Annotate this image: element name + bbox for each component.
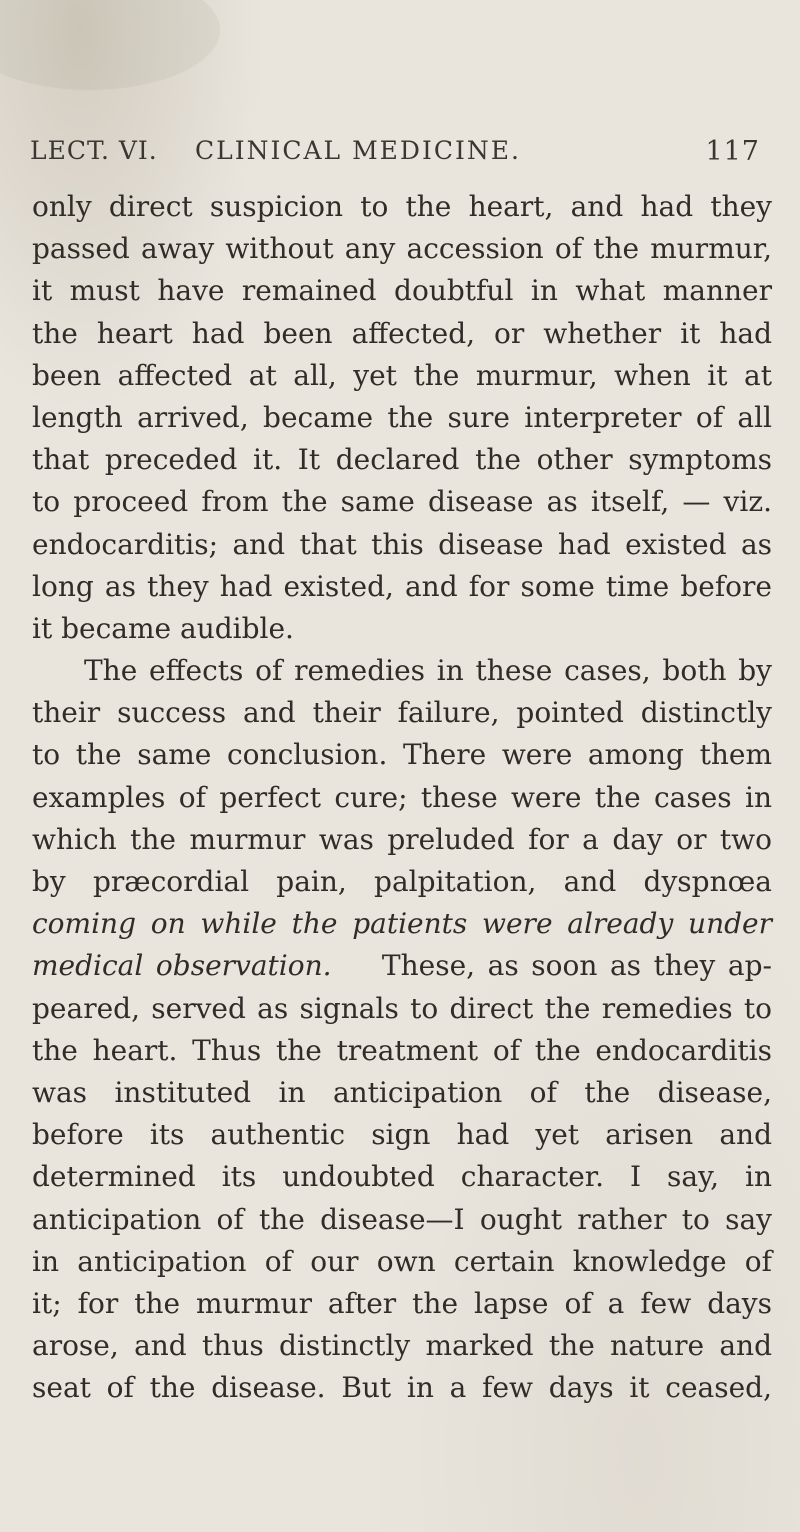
text-line: it; for the murmur after the lapse of a few days xyxy=(32,1286,772,1320)
text-line: been affected at all, yet the murmur, when it at xyxy=(32,358,772,392)
mixed-text-line xyxy=(32,945,772,987)
text-line: only direct suspicion to the heart, and had they xyxy=(32,190,772,223)
text-line: to proceed from the same disease as itself, — viz. xyxy=(32,485,772,519)
text-line: was instituted in anticipation of the disease, xyxy=(32,1075,772,1109)
text-line: it became audible. xyxy=(32,611,294,645)
text-line: by præcordial pain, palpitation, and dyspnœa xyxy=(32,865,772,898)
text-line: which the murmur was preluded for a day or two xyxy=(32,822,772,856)
body-text xyxy=(32,186,772,1409)
text-line: peared, served as signals to direct the remedies to xyxy=(32,991,772,1025)
text-line: their success and their failure, pointed distinctly xyxy=(32,696,772,730)
text-line: before its authentic sign had yet arisen and xyxy=(32,1118,772,1152)
text-line: the heart had been affected, or whether it had xyxy=(32,316,772,350)
text-line: in anticipation of our own certain knowledge of xyxy=(32,1244,772,1278)
lecture-number: LECT. VI. xyxy=(30,136,158,165)
italic-text-line: coming on while the patients were already under xyxy=(32,907,772,941)
running-title: CLINICAL MEDICINE. xyxy=(195,136,521,165)
text-line: arose, and thus distinctly marked the nature and xyxy=(32,1329,772,1363)
text-line: passed away without any accession of the murmur, xyxy=(32,232,772,266)
text-line: it must have remained doubtful in what manner xyxy=(32,274,772,308)
text-line: length arrived, became the sure interpreter of all xyxy=(32,400,772,434)
text-line: seat of the disease. But in a few days it ceased, xyxy=(32,1371,772,1405)
running-head xyxy=(30,136,780,176)
page-number: 117 xyxy=(705,136,760,167)
text-line: the heart. Thus the treatment of the endocarditis xyxy=(32,1033,772,1067)
text-line: that preceded it. It declared the other symptoms xyxy=(32,443,772,477)
text-line: to the same conclusion. There were among them xyxy=(32,738,772,772)
text-line: examples of perfect cure; these were the cases in xyxy=(32,780,772,814)
text-line: anticipation of the disease—I ought rather to say xyxy=(32,1202,772,1236)
text-line: endocarditis; and that this disease had existed as xyxy=(32,527,772,561)
text-line: long as they had existed, and for some time before xyxy=(32,569,772,603)
paper-stain xyxy=(0,0,220,90)
text-phrase: These, as soon as they ap- xyxy=(381,949,772,983)
text-line: determined its undoubted character. I say, in xyxy=(32,1160,772,1194)
paragraph-start-line: The effects of remedies in these cases, both by xyxy=(84,654,772,688)
italic-phrase: medical observation. xyxy=(32,949,332,983)
